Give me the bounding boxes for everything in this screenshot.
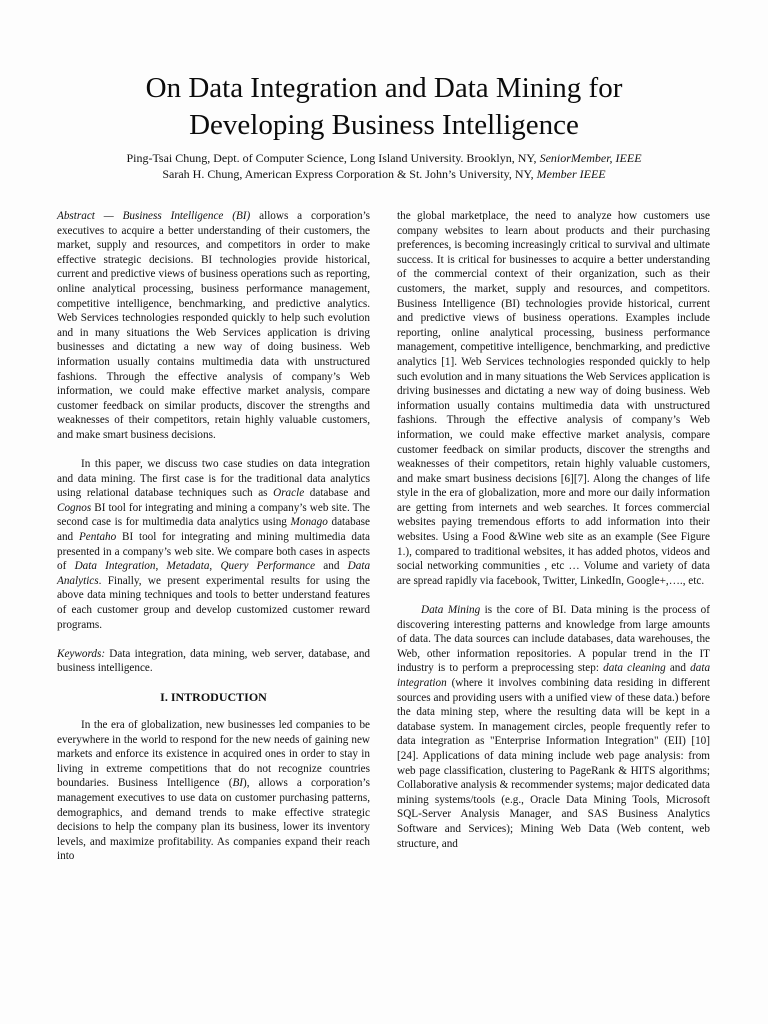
keywords-text: Data integration, data mining, web server, database, and business intelligence. bbox=[57, 647, 371, 675]
abstract-paragraph bbox=[57, 209, 370, 443]
abstract-label: Abstract — bbox=[57, 210, 114, 222]
author-1-role: SeniorMember, IEEE bbox=[539, 151, 642, 165]
data-integration-term: Data Integration bbox=[74, 560, 156, 573]
overview-text-4: database and bbox=[57, 516, 370, 544]
query-performance-term: Query Performance bbox=[220, 560, 316, 573]
dm-text-3: (where it involves combining data residing in different sources and providing users with a unified view of these data.) before the data mining step, where the resulting data will be kept in a database system. In management circles, people frequently refer to data integration as "Enterprise Information Integration" (EII) [10] [24]. Applications of data mining include web page analysis: from web page classification, clustering to PageRank & HITS algorithms; Collaborative analysis & recommender systems; major dedicated data mining systems/tools (e.g., Oracle Data Mining Tools, Microsoft SQL-Server Analysis Manager, and SAS Business Analytics Software and Services); Mining Web Data (Web content, web structure, and bbox=[397, 677, 710, 850]
introduction-continued-paragraph: the global marketplace, the need to analyze how customers use company websites to learn about products and their purchasing preferences, is becoming increasingly critical to survival and ultimate success. It is critical for businesses to acquire a better understanding of the commercial context of their organization, such as their customers, the market, supply and resources, and competitors. Business Intelligence (BI) technologies provide historical, current and predictive views of business operations. Examples include reporting, online analytical processing, business performance management, competitive intelligence, benchmarking, and predictive analytics [1]. Web Services technologies responded quickly to help such evolution and in many situations the Web Services application is driving businesses and dictating a new way of doing business. Web information usually contains multimedia data with unstructured fashions. Through the effective analysis of company’s Web information, we could make effective market analysis, compare customer feedback on similar products, discover the strengths and weaknesses of their competitors, retain highly valuable customers, and make smart business decisions [6][7]. Along the changes of life style in the era of globalization, more and more our daily information are getting from internets and web searches. It forces commercial websites paying tremendous efforts to add information into their websites. Using a Food &Wine web site as an example (See Figure 1.), compared to traditional websites, it has added photos, videos and social networking communities , etc … Volume and variety of data are spread rapidly via facebook, Twitter, LinkedIn, Google+,…., etc. bbox=[397, 210, 710, 587]
intro-bi-term: BI bbox=[232, 777, 244, 790]
intro-text-1: In the era of globalization, new businesses led companies to be everywhere in the world to respond for the new needs of gaining new markets and enforce its existence in acquired ones in order to stay in living in extreme competitions that do not recognize countries boundaries. Business Intelligence ( bbox=[57, 719, 370, 790]
section-heading-introduction: I. INTRODUCTION bbox=[160, 690, 267, 704]
cognos-term: Cognos bbox=[57, 501, 92, 514]
author-1-affiliation: Ping-Tsai Chung, Dept. of Computer Science, Long Island University. Brooklyn, NY, bbox=[126, 151, 537, 165]
dm-text-2: and bbox=[669, 662, 686, 675]
paper-title bbox=[40, 70, 728, 144]
metadata-term: Metadata bbox=[166, 560, 210, 573]
data-mining-paragraph bbox=[397, 603, 710, 851]
data-integration-italic-term: data integration bbox=[397, 662, 711, 689]
keywords-label: Keywords: bbox=[57, 647, 106, 660]
author-2-affiliation: Sarah H. Chung, American Express Corporation & St. John’s University, NY, bbox=[162, 166, 534, 181]
overview-text-6: and bbox=[323, 560, 340, 573]
introduction-paragraph bbox=[57, 718, 370, 864]
monago-term: Monago bbox=[290, 516, 328, 529]
oracle-term: Oracle bbox=[273, 487, 305, 500]
title-line-2: Developing Business Intelligence bbox=[189, 109, 579, 141]
author-2 bbox=[40, 167, 728, 183]
abstract-text: allows a corporation’s executives to acquire a better understanding of their customers, the market, supply and resources, and competitors in order to make effective strategic decisions. BI technologies provide historical, current and predictive views of business operations such as reporting, online analytical processing, business performance management, competitive intelligence, benchmarking, and predictive analytics. Web Services technologies responded quickly to help such evolution and in many situations the Web Services application is driving businesses and dictating a new way of doing business. Web information usually contains multimedia data with unstructured fashions. Through the effective analysis of company’s Web information, we could make effective market analysis, compare customer feedback on similar products, discover the strengths and weaknesses of their competitors, retain highly valuable customers, and make smart business decisions. bbox=[57, 210, 371, 441]
left-column bbox=[57, 209, 370, 864]
comma-1: , bbox=[155, 560, 159, 573]
data-analytics-term: Data Analytics bbox=[57, 560, 371, 587]
keywords-paragraph bbox=[57, 647, 370, 676]
overview-text-2: database and bbox=[309, 487, 371, 500]
paper-overview-paragraph bbox=[57, 457, 370, 632]
title-line-1: On Data Integration and Data Mining for bbox=[145, 72, 623, 104]
author-block bbox=[40, 151, 728, 182]
overview-text-1: In this paper, we discuss two case studies on data integration and data mining. The first case is for the traditional data analytics using relational database techniques such as bbox=[57, 458, 370, 500]
overview-text-5: BI tool for integrating and mining multimedia data presented in a company’s web site. We compare both cases in aspects of bbox=[57, 531, 371, 573]
data-cleaning-term: data cleaning bbox=[603, 662, 666, 675]
data-mining-term: Data Mining bbox=[421, 604, 481, 617]
overview-text-3: BI tool for integrating and mining a company’s web site. The second case is for multimedia data analytics using bbox=[57, 501, 370, 529]
pentaho-term: Pentaho bbox=[78, 531, 117, 544]
overview-text-7: . Finally, we present experimental results for using the above data mining techniques and tools to better understand features of each customer group and develop customized customer reward programs. bbox=[57, 574, 370, 631]
abstract-bi-term: Business Intelligence (BI) bbox=[122, 210, 251, 222]
right-column bbox=[397, 209, 710, 851]
intro-text-2: ), allows a corporation’s management executives to use data on customer purchasing patterns, demographics, and demand trends to make effective strategic decisions to help the company plan its business, lower its inventory levels, and maximize profitability. As companies expand their reach into bbox=[57, 777, 370, 863]
comma-2: , bbox=[209, 560, 213, 573]
dm-text-1: is the core of BI. Data mining is the process of discovering interesting patterns and knowledge from large amounts of data. The data sources can include databases, data warehouses, the Web, other information repositories. A popular trend in the IT industry is to perform a preprocessing step: bbox=[397, 604, 710, 675]
author-2-role: Member IEEE bbox=[536, 166, 606, 181]
author-1 bbox=[40, 151, 728, 167]
